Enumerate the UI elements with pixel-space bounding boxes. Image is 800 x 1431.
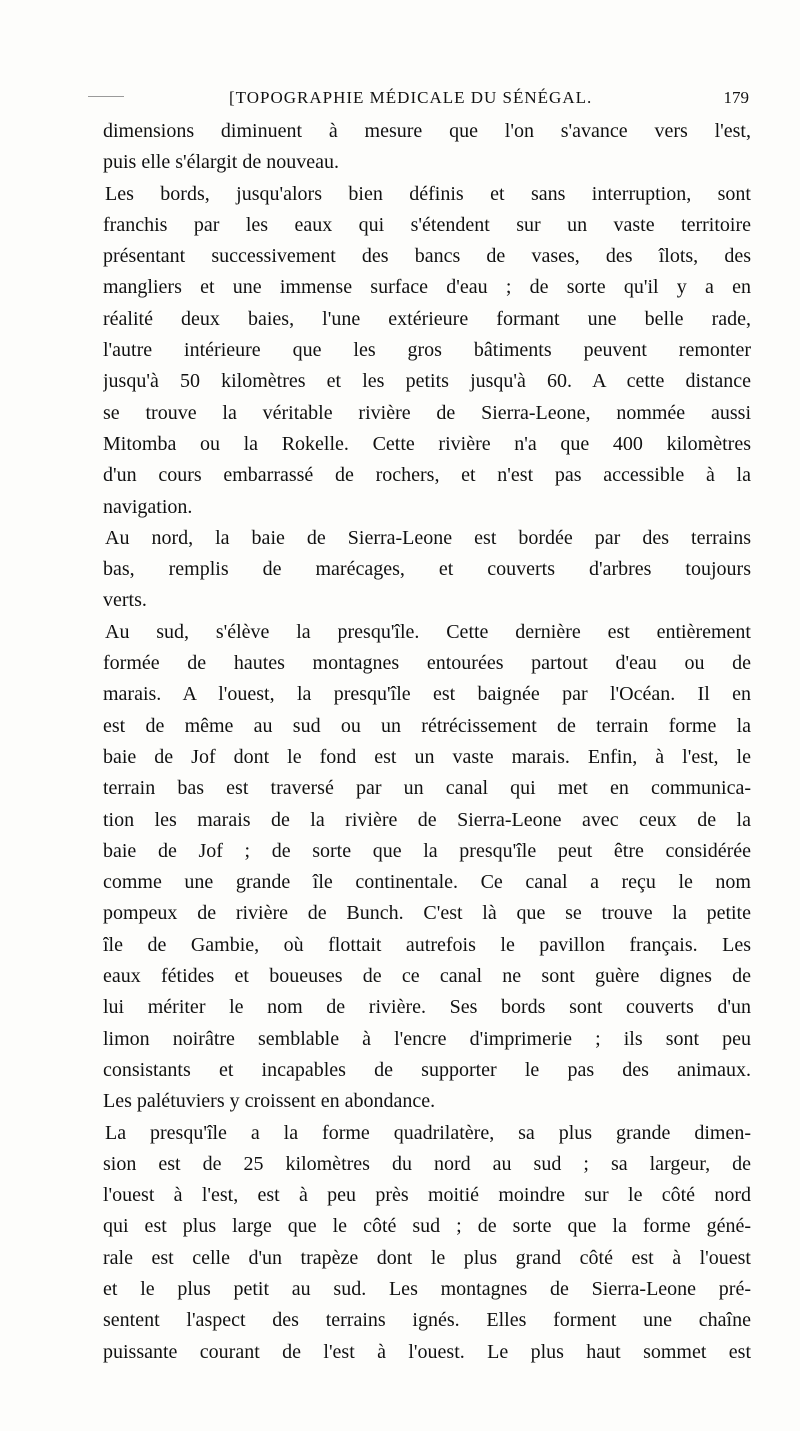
text-line: eaux fétides et boueuses de ce canal ne sont guère dignes de <box>103 965 751 988</box>
text-line: tion les marais de la rivière de Sierra-Leone avec ceux de la <box>103 808 751 831</box>
header-rule <box>88 96 124 97</box>
text-line: puissante courant de l'est à l'ouest. Le plus haut sommet est <box>103 1340 751 1363</box>
text-line: sentent l'aspect des terrains ignés. Elles forment une chaîne <box>103 1309 751 1332</box>
text-line: Au nord, la baie de Sierra-Leone est bordée par des terrains <box>105 526 751 549</box>
text-line: bas, remplis de marécages, et couverts d'arbres toujours <box>103 558 751 581</box>
text-line: terrain bas est traversé par un canal qui met en communica- <box>103 777 751 800</box>
text-line: pompeux de rivière de Bunch. C'est là que se trouve la petite <box>103 902 751 925</box>
text-line: comme une grande île continentale. Ce canal a reçu le nom <box>103 871 751 894</box>
running-head: [TOPOGRAPHIE MÉDICALE DU SÉNÉGAL. <box>229 88 593 107</box>
text-line: Mitomba ou la Rokelle. Cette rivière n'a que 400 kilomètres <box>103 432 751 455</box>
text-line: mangliers et une immense surface d'eau ; de sorte qu'il y a en <box>103 276 751 299</box>
text-line: Les bords, jusqu'alors bien définis et sans interruption, sont <box>105 182 751 205</box>
text-line: sion est de 25 kilomètres du nord au sud ; sa largeur, de <box>103 1152 751 1175</box>
text-line: formée de hautes montagnes entourées partout d'eau ou de <box>103 652 751 675</box>
text-line: île de Gambie, où flottait autrefois le pavillon français. Les <box>103 933 751 956</box>
text-line: navigation. <box>103 495 193 518</box>
text-line: se trouve la véritable rivière de Sierra-Leone, nommée aussi <box>103 401 751 424</box>
text-line: l'autre intérieure que les gros bâtiments peuvent remonter <box>103 339 751 362</box>
text-line: puis elle s'élargit de nouveau. <box>103 151 339 174</box>
text-line: marais. A l'ouest, la presqu'île est baignée par l'Océan. Il en <box>103 683 751 706</box>
text-line: baie de Jof ; de sorte que la presqu'île peut être considérée <box>103 839 751 862</box>
body-text <box>103 116 751 1368</box>
text-line: est de même au sud ou un rétrécissement de terrain forme la <box>103 714 751 737</box>
text-line: présentant successivement des bancs de vases, des îlots, des <box>103 245 751 268</box>
text-line: et le plus petit au sud. Les montagnes de Sierra-Leone pré- <box>103 1277 751 1300</box>
text-line: consistants et incapables de supporter le pas des animaux. <box>103 1058 751 1081</box>
text-line: jusqu'à 50 kilomètres et les petits jusqu'à 60. A cette distance <box>103 370 751 393</box>
text-line: Les palétuviers y croissent en abondance. <box>103 1090 436 1113</box>
text-line: limon noirâtre semblable à l'encre d'imprimerie ; ils sont peu <box>103 1027 751 1050</box>
text-line: verts. <box>103 589 147 612</box>
text-line: franchis par les eaux qui s'étendent sur un vaste territoire <box>103 213 751 236</box>
text-line: La presqu'île a la forme quadrilatère, sa plus grande dimen- <box>105 1121 751 1144</box>
text-line: lui mériter le nom de rivière. Ses bords sont couverts d'un <box>103 996 751 1019</box>
text-line: baie de Jof dont le fond est un vaste marais. Enfin, à l'est, le <box>103 745 751 768</box>
text-line: l'ouest à l'est, est à peu près moitié moindre sur le côté nord <box>103 1184 751 1207</box>
text-line: d'un cours embarrassé de rochers, et n'est pas accessible à la <box>103 464 751 487</box>
text-line: réalité deux baies, l'une extérieure formant une belle rade, <box>103 307 751 330</box>
text-line: dimensions diminuent à mesure que l'on s'avance vers l'est, <box>103 120 751 142</box>
text-line: rale est celle d'un trapèze dont le plus grand côté est à l'ouest <box>103 1246 751 1269</box>
text-line: Au sud, s'élève la presqu'île. Cette dernière est entièrement <box>105 620 751 643</box>
page-number: 179 <box>723 88 749 107</box>
text-line: qui est plus large que le côté sud ; de sorte que la forme géné- <box>103 1215 751 1238</box>
